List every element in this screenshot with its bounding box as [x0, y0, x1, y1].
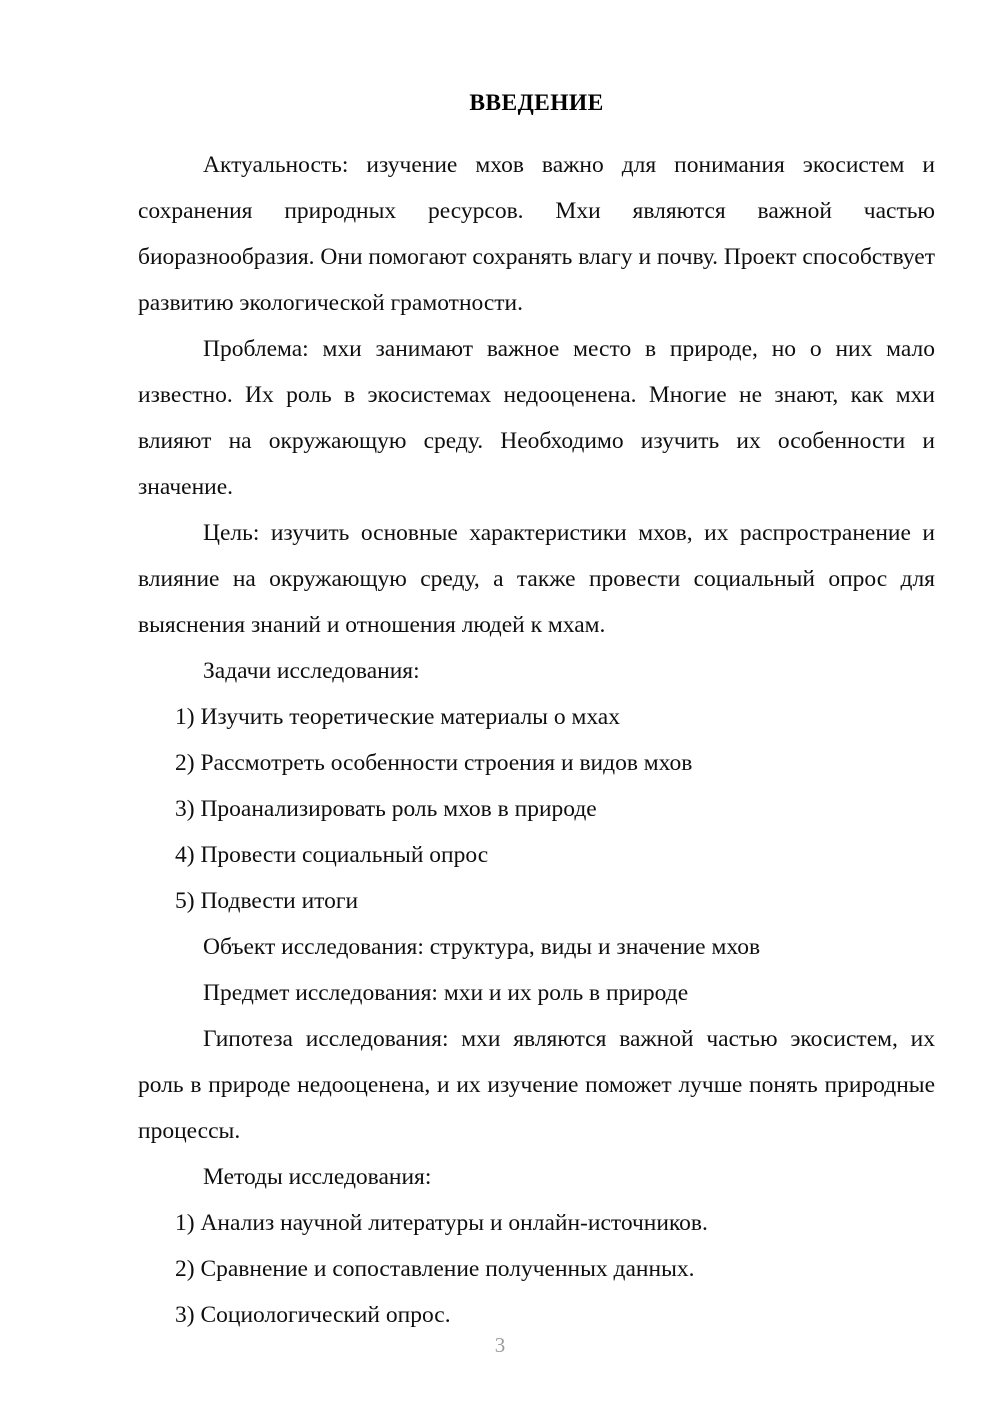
paragraph-goal: Цель: изучить основные характеристики мхов, их распространение и влияние на окружающую среду, а также провести социальный опрос для выяснения знаний и отношения людей к мхам.: [138, 520, 935, 638]
list-item: 1) Изучить теоретические материалы о мхах: [175, 704, 620, 730]
page-title: ВВЕДЕНИЕ: [469, 90, 604, 116]
paragraph-relevance: Актуальность: изучение мхов важно для понимания экосистем и сохранения природных ресурсов. Мхи являются важной частью биоразнообразия. Они помогают сохранять влагу и почву. Проект способствует развитию экологической грамотности.: [138, 152, 935, 316]
list-item: 5) Подвести итоги: [175, 888, 359, 914]
paragraph-hypothesis: Гипотеза исследования: мхи являются важной частью экосистем, их роль в природе недооценена, и их изучение поможет лучше понять природные процессы.: [138, 1026, 935, 1144]
list-item: 2) Сравнение и сопоставление полученных данных.: [175, 1256, 695, 1282]
list-item: 2) Рассмотреть особенности строения и видов мхов: [175, 750, 693, 776]
list-item: 3) Социологический опрос.: [175, 1302, 451, 1328]
heading-methods: Методы исследования:: [203, 1164, 432, 1190]
page-content: [138, 86, 935, 1338]
line-object-of-research: Объект исследования: структура, виды и значение мхов: [203, 934, 761, 960]
heading-tasks: Задачи исследования:: [203, 658, 420, 684]
line-subject-of-research: Предмет исследования: мхи и их роль в природе: [203, 980, 689, 1006]
list-item: 3) Проанализировать роль мхов в природе: [175, 796, 597, 822]
list-item: 1) Анализ научной литературы и онлайн-источников.: [175, 1210, 708, 1236]
paragraph-problem: Проблема: мхи занимают важное место в природе, но о них мало известно. Их роль в экосистемах недооценена. Многие не знают, как мхи влияют на окружающую среду. Необходимо изучить их особенности и значение.: [138, 336, 935, 500]
list-item: 4) Провести социальный опрос: [175, 842, 489, 868]
page-number: 3: [494, 1333, 506, 1357]
